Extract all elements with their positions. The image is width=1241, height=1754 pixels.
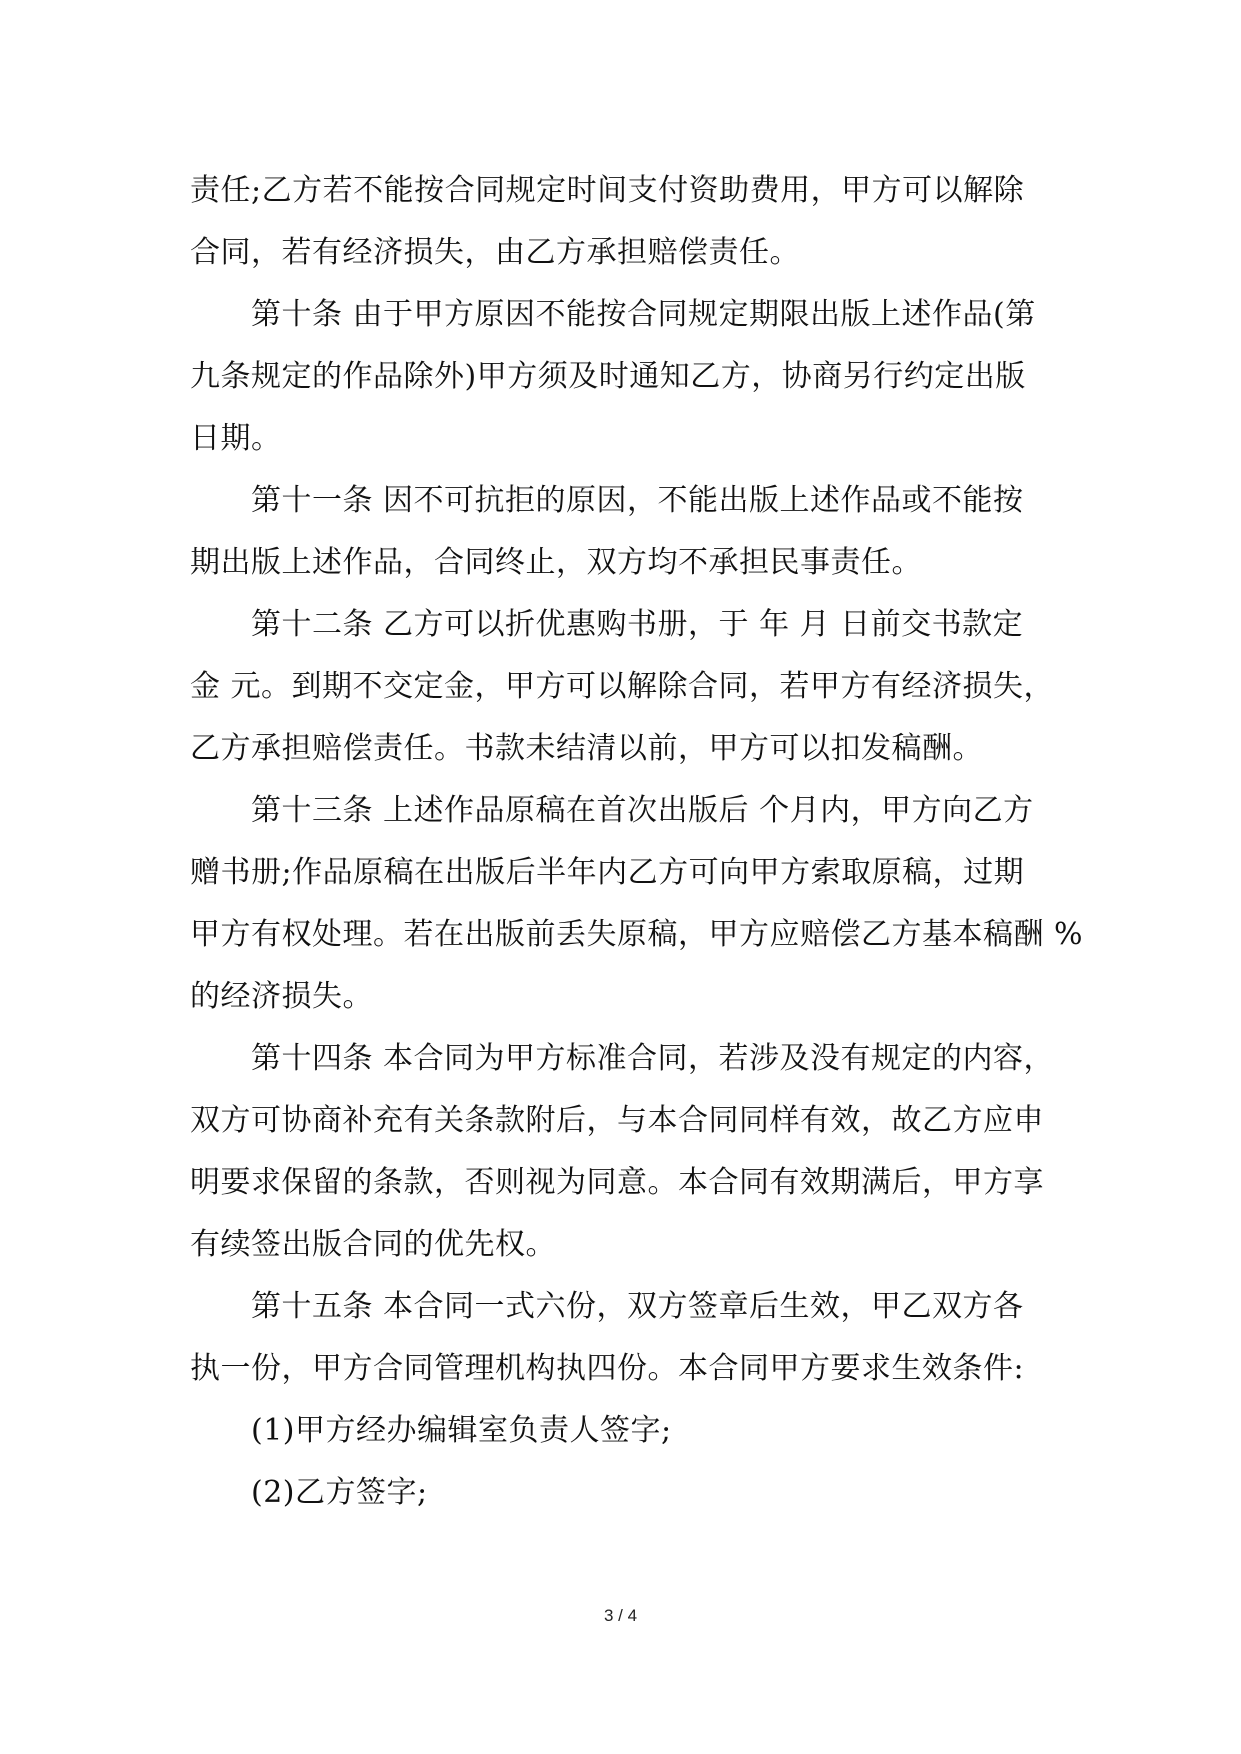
article-13-line: 第十三条 上述作品原稿在首次出版后 个月内，甲方向乙方 — [251, 793, 1034, 828]
text-line: 的经济损失。 — [190, 979, 373, 1014]
text-line: 赠书册;作品原稿在出版后半年内乙方可向甲方索取原稿，过期 — [190, 855, 1025, 890]
page-number: 3 / 4 — [603, 1606, 638, 1625]
condition-item-1: (1)甲方经办编辑室负责人签字; — [251, 1413, 672, 1448]
text-line: 执一份，甲方合同管理机构执四份。本合同甲方要求生效条件: — [190, 1351, 1025, 1386]
contract-body — [190, 160, 1084, 1524]
text-line: 责任;乙方若不能按合同规定时间支付资助费用，甲方可以解除 — [190, 173, 1025, 208]
article-11-line: 第十一条 因不可抗拒的原因，不能出版上述作品或不能按 — [251, 483, 1024, 518]
text-line: 甲方有权处理。若在出版前丢失原稿，甲方应赔偿乙方基本稿酬 % — [190, 917, 1084, 952]
text-line: 乙方承担赔偿责任。书款未结清以前，甲方可以扣发稿酬。 — [190, 731, 983, 766]
article-15-line: 第十五条 本合同一式六份，双方签章后生效，甲乙双方各 — [251, 1289, 1024, 1324]
article-12-line: 第十二条 乙方可以折优惠购书册，于 年 月 日前交书款定 — [251, 607, 1024, 642]
text-line: 期出版上述作品，合同终止，双方均不承担民事责任。 — [190, 545, 922, 580]
article-14-line: 第十四条 本合同为甲方标准合同，若涉及没有规定的内容， — [251, 1041, 1055, 1076]
text-line: 九条规定的作品除外)甲方须及时通知乙方，协商另行约定出版 — [190, 359, 1026, 394]
condition-item-2: (2)乙方签字; — [251, 1475, 428, 1510]
text-line: 合同，若有经济损失，由乙方承担赔偿责任。 — [190, 235, 800, 270]
text-line: 日期。 — [190, 421, 282, 456]
text-line: 明要求保留的条款，否则视为同意。本合同有效期满后，甲方享 — [190, 1165, 1044, 1200]
article-10-line: 第十条 由于甲方原因不能按合同规定期限出版上述作品(第 — [251, 297, 1036, 332]
text-line: 有续签出版合同的优先权。 — [190, 1227, 556, 1262]
text-line: 金 元。到期不交定金，甲方可以解除合同，若甲方有经济损失， — [190, 669, 1055, 704]
text-line: 双方可协商补充有关条款附后，与本合同同样有效，故乙方应申 — [190, 1103, 1044, 1138]
